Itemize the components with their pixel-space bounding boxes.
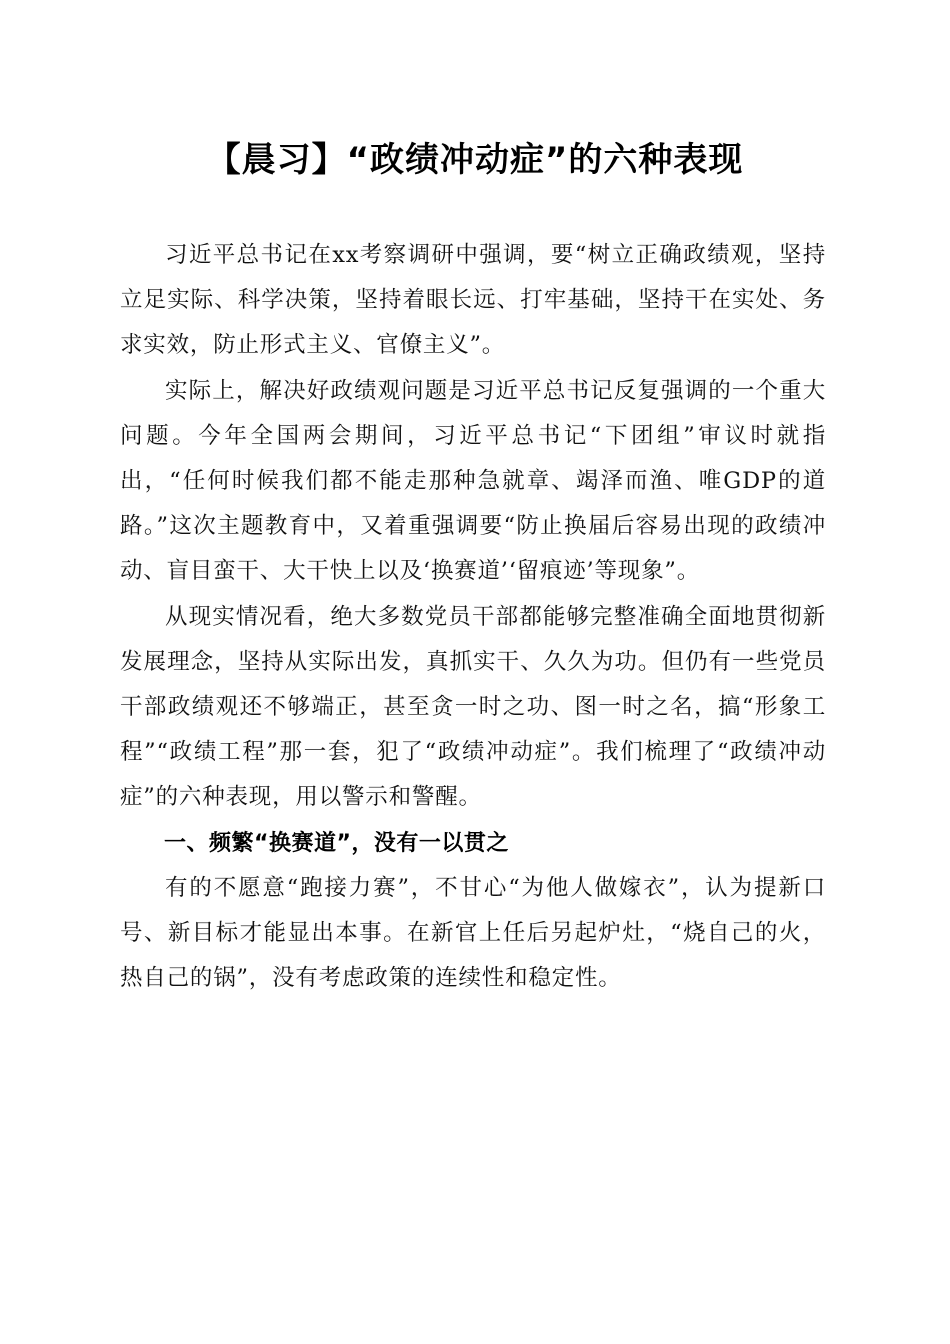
paragraph-background: 实际上，解决好政绩观问题是习近平总书记反复强调的一个重大问题。今年全国两会期间，习近平总书记“下团组”审议时就指出，“任何时候我们都不能走那种急就章、竭泽而渔、唯GDP的道路。”这次主题教育中，又着重强调要“防止换届后容易出现的政绩冲动、盲目蛮干、大干快上以及‘换赛道’‘留痕迹’等现象”。 (120, 377, 826, 585)
document-title: 【晨习】“政绩冲动症”的六种表现 (206, 140, 744, 180)
paragraph-situation: 从现实情况看，绝大多数党员干部都能够完整准确全面地贯彻新发展理念，坚持从实际出发，真抓实干、久久为功。但仍有一些党员干部政绩观还不够端正，甚至贪一时之功、图一时之名，搞“形象工程”“政绩工程”那一套，犯了“政绩冲动症”。我们梳理了“政绩冲动症”的六种表现，用以警示和警醒。 (120, 603, 826, 811)
paragraph-intro: 习近平总书记在xx考察调研中强调，要“树立正确政绩观，坚持立足实际、科学决策，坚持着眼长远、打牢基础，坚持干在实处、务求实效，防止形式主义、官僚主义”。 (120, 242, 826, 359)
document-body (120, 233, 826, 1001)
section-1-paragraph: 有的不愿意“跑接力赛”，不甘心“为他人做嫁衣”，认为提新口号、新目标才能显出本事。在新官上任后另起炉灶，“烧自己的火，热自己的锅”，没有考虑政策的连续性和稳定性。 (120, 874, 826, 992)
section-1-heading: 一、频繁“换赛道”，没有一以贯之 (164, 830, 509, 856)
